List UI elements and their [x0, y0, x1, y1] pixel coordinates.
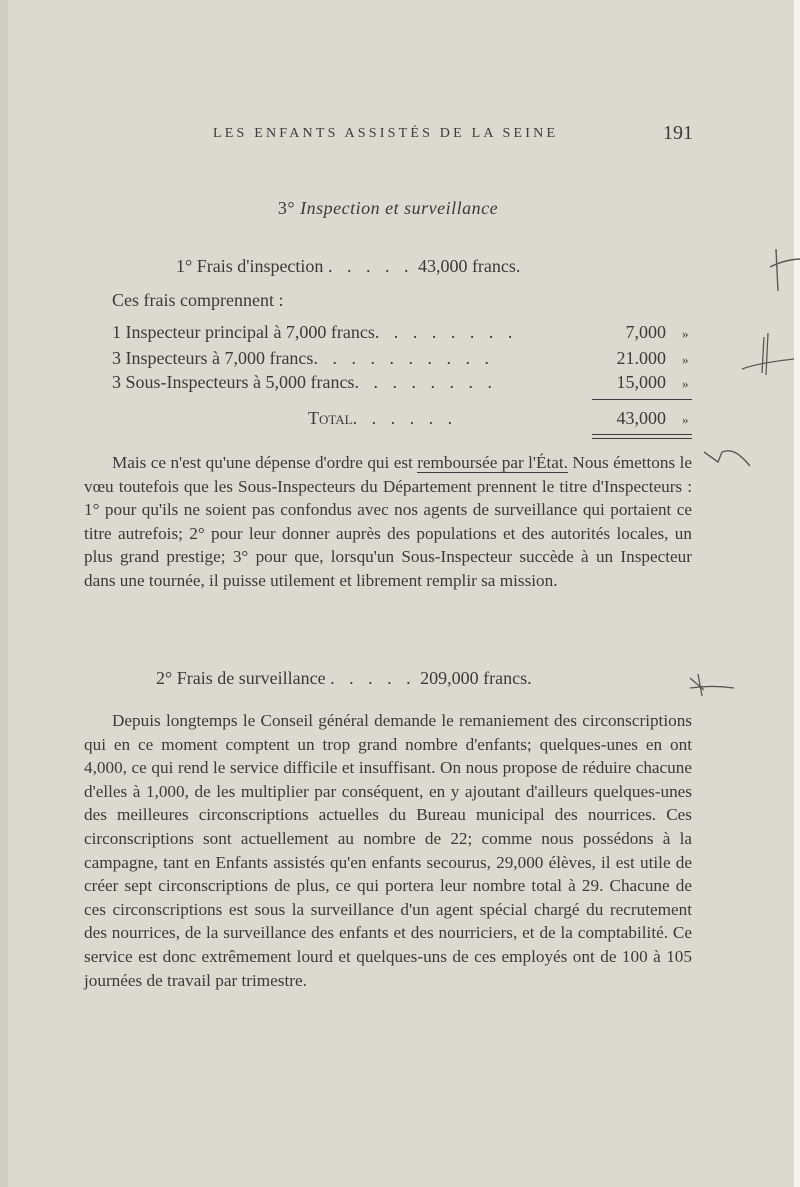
item-leader: . . . . . . . . [374, 322, 518, 342]
item-label: 1 Inspecteur principal à 7,000 francs [112, 322, 375, 342]
item-unit: » [682, 352, 689, 367]
total-row [308, 408, 457, 429]
frais-surveillance-line [156, 668, 532, 689]
total-rule-1 [592, 434, 692, 435]
total-rule-2 [592, 438, 692, 439]
frais-inspection-amount: 43,000 francs. [417, 256, 521, 276]
section-number: 3° [277, 198, 296, 218]
frais-inspection-line [176, 256, 520, 277]
section-title-text: Inspection et surveillance [300, 198, 499, 218]
paragraph1-rest: Nous émettons le vœu toutefois que les Sous-Inspecteurs du Département prennent le titre d'Inspecteurs : 1° pour qu'ils ne soient pas confondus avec nos agents de surveillance qui portaient ce titre autrefois; 2° pour leur donner auprès des populations et des autorités locales, un plus grand prestige; 3° pour que, lorsqu'un Sous-Inspecteur succède à un Inspecteur dans une tournée, il puisse utilement et librement remplir sa mission. [84, 453, 692, 590]
item-row [112, 322, 517, 343]
total-unit: » [682, 412, 689, 427]
margin-mark-2 [738, 325, 798, 380]
paragraph-remboursement [84, 451, 692, 593]
frais-surveillance-leader: . . . . . [330, 668, 416, 688]
running-title: LES ENFANTS ASSISTÉS DE LA SEINE [213, 126, 559, 141]
margin-mark-4 [684, 670, 740, 700]
frais-surveillance-amount: 209,000 francs. [420, 668, 532, 688]
item-label: 3 Inspecteurs à 7,000 francs [112, 348, 314, 368]
total-value: 43,000 [616, 408, 666, 428]
sum-rule [592, 399, 692, 400]
page-number: 191 [663, 122, 693, 144]
item-value: 15,000 [616, 372, 666, 392]
total-label: Total [308, 408, 353, 428]
item-value: 21.000 [616, 348, 666, 368]
total-leader: . . . . . . [352, 408, 458, 428]
paragraph2-text: Depuis longtemps le Conseil général demande le remaniement des circonscriptions qui en ce moment comptent un trop grand nombre d'enfants; quelques-unes en ont 4,000, ce qui rend le service difficile et insuffisant. On nous propose de réduire chacune d'elles à 1,000, de les multiplier par conséquent, en y ajoutant d'ailleurs quelques-unes des meilleures circonscriptions actuelles du Bureau municipal des nourrices. Ces circonscriptions sont actuellement au nombre de 22; comme nous possédons à la campagne, tant en Enfants assistés qu'en enfants secourus, 29,000 élèves, il est utile de créer sept circonscriptions de plus, ce qui portera leur nombre total à 29. Chacune de ces circonscriptions est sous la surveillance d'un agent spécial chargé du recrutement des nourrices, de la surveillance des enfants et des nourriciers, et de la comptabilité. Ce service est donc extrêmement lourd et quelques-uns de ces employés ont de 100 à 105 journées de travail par trimestre. [84, 711, 692, 990]
item-row [112, 348, 494, 369]
margin-mark-3 [698, 440, 758, 475]
frais-inspection-label: 1° Frais d'inspection [176, 256, 324, 276]
item-label: 3 Sous-Inspecteurs à 5,000 francs [112, 372, 355, 392]
scan-edge [794, 0, 800, 1187]
frais-inspection-leader: . . . . . [327, 256, 414, 276]
item-leader: . . . . . . . . . . [313, 348, 494, 368]
item-value: 7,000 [625, 322, 666, 342]
comprennent-line: Ces frais comprennent : [112, 290, 284, 310]
frais-surveillance-label: 2° Frais de surveillance [156, 668, 326, 688]
item-unit: » [682, 326, 689, 341]
page-header [213, 122, 693, 146]
paragraph-circonscriptions [84, 709, 692, 992]
item-row [112, 372, 497, 393]
item-leader: . . . . . . . . [354, 372, 497, 392]
section-title [8, 198, 768, 219]
paragraph1-start: Mais ce n'est qu'une dépense d'ordre qui est [112, 453, 418, 472]
item-unit: » [682, 376, 689, 391]
margin-mark-1 [758, 245, 800, 295]
underlined-phrase: remboursée par l'État. [417, 453, 568, 472]
